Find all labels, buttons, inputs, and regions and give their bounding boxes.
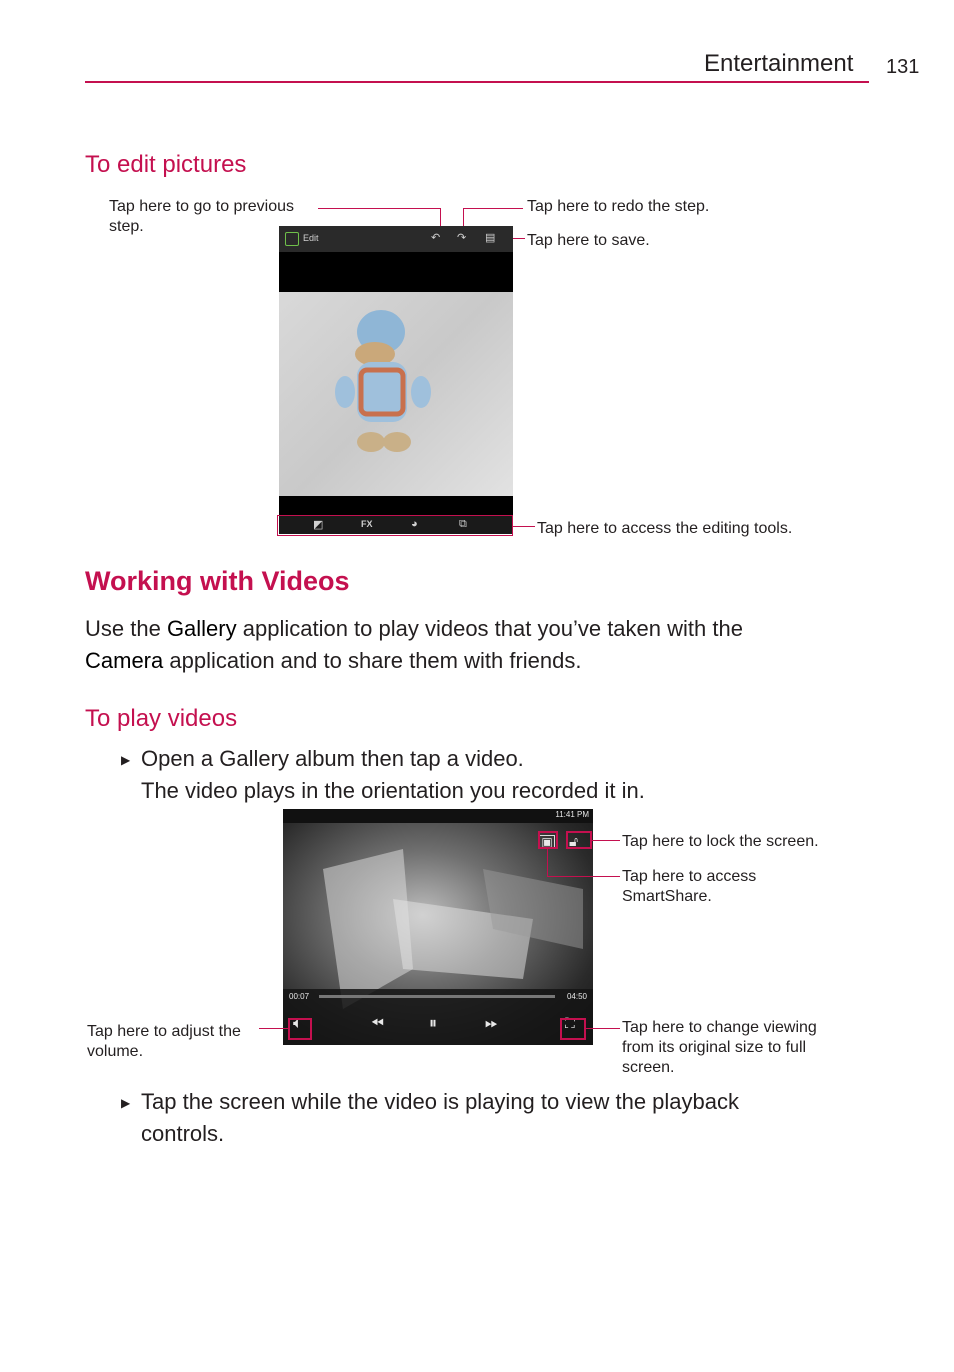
editor-title-bar: [279, 226, 513, 252]
callout-viewing: [622, 1018, 817, 1078]
fx-icon[interactable]: FX: [361, 519, 373, 529]
intro-text: Use the: [85, 616, 167, 641]
callout-text: screen.: [622, 1059, 675, 1076]
videos-intro-paragraph: [85, 613, 865, 677]
callout-text: Tap here to go to previous: [109, 198, 295, 215]
volume-highlight: [288, 1018, 312, 1040]
status-time: 11:41 PM: [555, 810, 589, 819]
elapsed-time: 00:07: [289, 992, 310, 1001]
rewind-icon[interactable]: ⏪︎: [371, 1015, 384, 1032]
play-videos-heading: To play videos: [85, 705, 238, 732]
section-title: Entertainment: [704, 50, 854, 77]
callout-lock: Tap here to lock the screen.: [622, 833, 819, 850]
save-icon[interactable]: ▤: [485, 232, 496, 244]
bullet-text: The video plays in the orientation you recorded it in.: [141, 778, 645, 803]
bullet-open-gallery: [141, 743, 861, 807]
intro-text: application and to share them with friends.: [163, 648, 582, 673]
bullet-text: controls.: [141, 1121, 225, 1146]
callout-text: from its original size to full: [622, 1039, 807, 1056]
duck-figurine-image: [279, 292, 513, 496]
volume-icon[interactable]: 🔈︎: [293, 1015, 303, 1032]
callout-editing-tools: Tap here to access the editing tools.: [537, 520, 793, 537]
callout-previous-step: [109, 197, 294, 237]
working-with-videos-heading: Working with Videos: [85, 566, 350, 596]
callout-smartshare: [622, 867, 756, 907]
fast-forward-icon[interactable]: ⏩︎: [485, 1015, 498, 1032]
callout-text: SmartShare.: [622, 888, 712, 905]
callout-line: [586, 1028, 620, 1029]
callout-line: [547, 876, 620, 877]
callout-line: [547, 849, 548, 876]
callout-text: step.: [109, 218, 144, 235]
editor-title-label: Edit: [303, 233, 319, 243]
fullscreen-icon[interactable]: ⛶: [565, 1015, 575, 1031]
bullet-arrow-icon: ▶: [121, 753, 131, 767]
intro-text: application to play videos that you’ve taken with the: [236, 616, 743, 641]
total-duration: 04:50: [566, 992, 587, 1001]
edit-pictures-heading: To edit pictures: [85, 151, 247, 178]
bullet-arrow-icon: ▶: [121, 1096, 131, 1110]
page-number: 131: [886, 56, 920, 78]
callout-line: [463, 208, 523, 209]
contrast-icon[interactable]: ◩: [313, 519, 324, 531]
gallery-app-name: Gallery: [166, 616, 237, 641]
progress-bar[interactable]: [319, 995, 555, 998]
redo-icon[interactable]: ↷: [457, 232, 467, 244]
callout-redo: Tap here to redo the step.: [527, 198, 710, 215]
header-divider: [85, 81, 869, 83]
undo-icon[interactable]: ↶: [431, 232, 441, 244]
lock-icon[interactable]: 🔓︎: [569, 833, 579, 849]
callout-line: [318, 208, 441, 209]
callout-line: [259, 1028, 288, 1029]
color-icon[interactable]: ◕: [411, 518, 418, 530]
photo-editor-screenshot: [279, 226, 513, 534]
app-icon: [285, 232, 299, 246]
callout-line: [592, 840, 620, 841]
callout-save: Tap here to save.: [527, 232, 650, 249]
photo-preview: [279, 292, 513, 496]
callout-text: Tap here to change viewing: [622, 1019, 817, 1036]
camera-app-name: Camera: [85, 648, 164, 673]
callout-text: Tap here to access: [622, 868, 757, 885]
bullet-tap-screen: [141, 1086, 861, 1150]
crop-icon[interactable]: ⧉: [459, 518, 467, 530]
status-bar: [283, 809, 593, 823]
callout-text: Tap here to adjust the: [87, 1023, 241, 1040]
fullscreen-highlight: [560, 1018, 586, 1040]
lock-highlight: [566, 831, 592, 849]
bullet-text: Open a Gallery album then tap a video.: [141, 746, 524, 771]
smartshare-icon[interactable]: ▣: [539, 835, 555, 849]
smartshare-highlight: [538, 831, 558, 849]
pause-icon[interactable]: ⏸︎: [429, 1015, 438, 1032]
callout-text: volume.: [87, 1043, 144, 1060]
bullet-text: Tap the screen while the video is playing to view the playback: [141, 1089, 740, 1114]
editing-tools-highlight: [277, 515, 513, 536]
callout-volume: [87, 1022, 241, 1062]
callout-line: [513, 526, 535, 527]
